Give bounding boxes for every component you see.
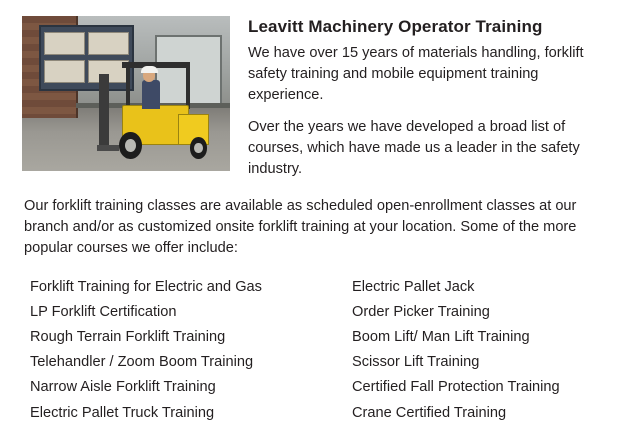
forklift-operator-in-warehouse-photo bbox=[22, 16, 230, 171]
list-item: Electric Pallet Jack bbox=[352, 279, 475, 296]
list-item: Rough Terrain Forklift Training bbox=[30, 329, 226, 346]
intro-paragraph: Our forklift training classes are available as scheduled open-enrollment classes at our branch and/or as customized onsite forklift training at your location. Some of the more popular courses we offer include: bbox=[24, 197, 577, 256]
stacked-box bbox=[44, 32, 84, 55]
forklift-illustration bbox=[97, 63, 209, 159]
list-item: Order Picker Training bbox=[352, 304, 490, 321]
course-column-left bbox=[30, 275, 352, 426]
list-item: LP Forklift Certification bbox=[30, 304, 177, 321]
forklift-rear-wheel bbox=[190, 137, 207, 158]
stacked-box bbox=[88, 32, 128, 55]
header-paragraph-1: We have over 15 years of materials handling, forklift safety training and mobile equipment training experience. bbox=[248, 45, 584, 103]
list-item: Crane Certified Training bbox=[352, 404, 507, 421]
stacked-box bbox=[44, 60, 84, 83]
page-title: Leavitt Machinery Operator Training bbox=[248, 17, 543, 36]
course-column-right bbox=[352, 275, 595, 426]
operator-torso bbox=[142, 80, 160, 109]
list-item: Telehandler / Zoom Boom Training bbox=[30, 354, 254, 371]
list-item: Forklift Training for Electric and Gas bbox=[30, 279, 262, 296]
header-paragraph-2: Over the years we have developed a broad list of courses, which have made us a leader in the safety industry. bbox=[248, 119, 580, 177]
forklift-forks bbox=[97, 145, 119, 151]
forklift-mast bbox=[99, 74, 109, 149]
header-text-block bbox=[248, 16, 597, 180]
hard-hat-icon bbox=[141, 66, 158, 73]
list-item: Narrow Aisle Forklift Training bbox=[30, 379, 216, 396]
list-item: Boom Lift/ Man Lift Training bbox=[352, 329, 530, 346]
list-item: Certified Fall Protection Training bbox=[352, 379, 560, 396]
intro-section bbox=[0, 180, 619, 259]
list-item: Scissor Lift Training bbox=[352, 354, 480, 371]
list-item: Electric Pallet Truck Training bbox=[30, 404, 215, 421]
forklift-front-wheel bbox=[119, 132, 141, 159]
header-section bbox=[0, 0, 619, 180]
course-list-section bbox=[0, 259, 619, 426]
